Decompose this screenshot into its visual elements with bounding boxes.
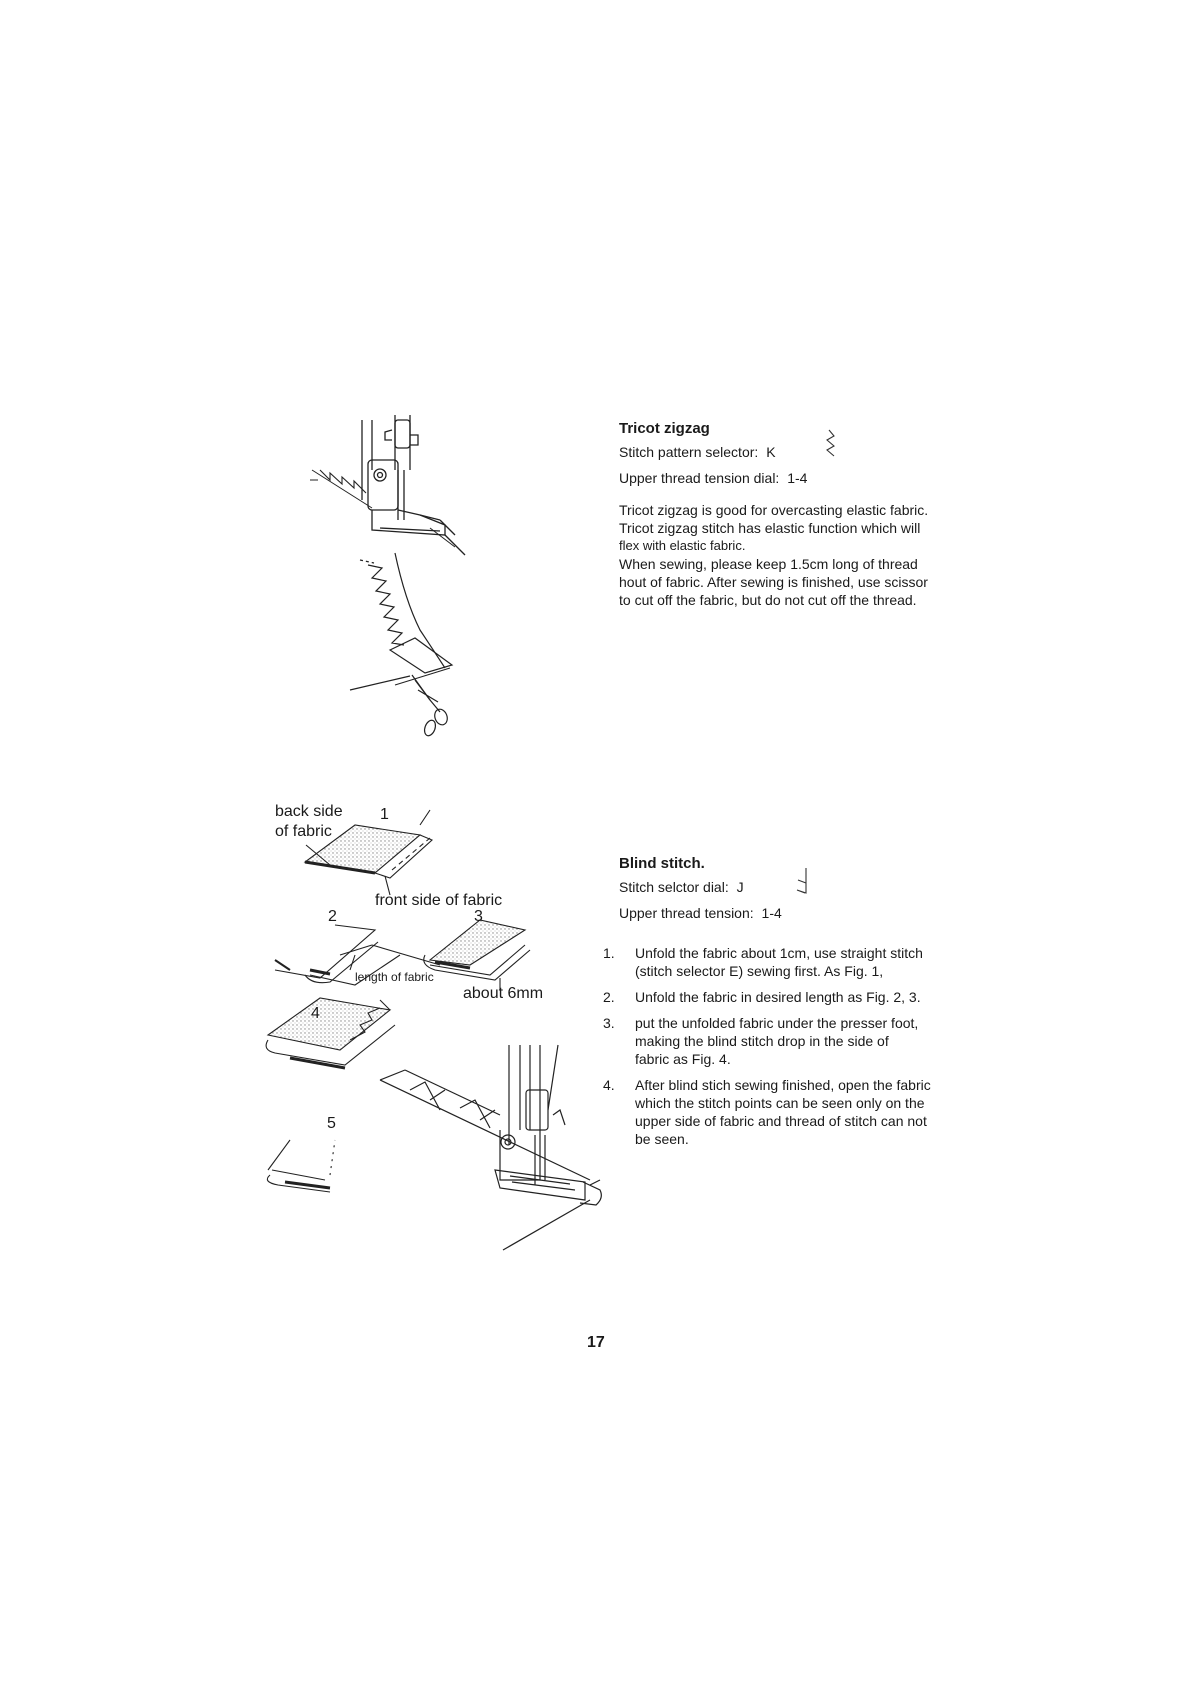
step-text: be seen. <box>635 1131 689 1147</box>
blind-section <box>603 855 989 1148</box>
tricot-tension-row <box>619 469 979 487</box>
step-number: 4. <box>603 1077 615 1093</box>
step-text: which the stitch points can be seen only on the <box>635 1095 925 1111</box>
tricot-para-line: Tricot zigzag is good for overcasting elastic fabric. <box>619 502 929 518</box>
tricot-selector-value: K <box>766 444 776 460</box>
step-number: 2. <box>603 989 615 1005</box>
tricot-title: Tricot zigzag <box>619 420 710 437</box>
step-text: making the blind stitch drop in the side of <box>635 1033 889 1049</box>
label-length-of-fabric: length of fabric <box>355 970 434 984</box>
label-fig-4: 4 <box>311 1005 320 1022</box>
label-back-side: back side <box>275 803 343 820</box>
tricot-selector-label: Stitch pattern selector: <box>619 444 759 460</box>
label-fig-3: 3 <box>474 908 483 925</box>
blind-steps <box>603 944 989 1148</box>
tricot-para-line: When sewing, please keep 1.5cm long of thread <box>619 556 918 572</box>
step-text: fabric as Fig. 4. <box>635 1051 731 1067</box>
label-of-fabric: of fabric <box>275 823 332 840</box>
blind-selector-value: J <box>736 879 744 895</box>
label-fig-1: 1 <box>380 806 389 823</box>
step-text: Unfold the fabric in desired length as Fig. 2, 3. <box>635 989 921 1005</box>
blind-title: Blind stitch. <box>619 855 705 872</box>
blind-step-2 <box>603 988 989 1006</box>
blind-step-3 <box>603 1014 989 1068</box>
step-text: After blind stich sewing finished, open the fabric <box>635 1077 931 1093</box>
tricot-para-line: flex with elastic fabric. <box>619 538 746 553</box>
blind-step-4 <box>603 1076 989 1148</box>
step-text: Unfold the fabric about 1cm, use straight stitch <box>635 945 923 961</box>
tricot-tension-value: 1-4 <box>787 470 808 486</box>
blind-fig-4 <box>266 998 395 1068</box>
step-number: 3. <box>603 1015 615 1031</box>
blind-tension-label: Upper thread tension: <box>619 905 754 921</box>
tricot-tension-label: Upper thread tension dial: <box>619 470 780 486</box>
blind-tension-row <box>619 904 989 922</box>
step-text: put the unfolded fabric under the presser foot, <box>635 1015 919 1031</box>
label-fig-5: 5 <box>327 1115 336 1132</box>
tricot-section <box>619 420 979 609</box>
blind-step-1 <box>603 944 989 980</box>
blind-fig-5 <box>267 1140 335 1192</box>
label-about-6mm: about 6mm <box>463 985 544 1002</box>
label-front-side: front side of fabric <box>375 892 503 909</box>
blind-selector-row <box>619 878 989 896</box>
label-fig-2: 2 <box>328 908 337 925</box>
tricot-presser-foot-figure <box>310 415 465 555</box>
tricot-para-line: hout of fabric. After sewing is finished, use scissor <box>619 574 928 590</box>
tricot-para-line: to cut off the fabric, but do not cut off the thread. <box>619 592 917 608</box>
tricot-para-line: Tricot zigzag stitch has elastic function which will <box>619 520 921 536</box>
tricot-description <box>619 501 979 609</box>
tricot-selector-row <box>619 443 979 461</box>
blind-selector-label: Stitch selctor dial: <box>619 879 729 895</box>
step-text: upper side of fabric and thread of stitch can not <box>635 1113 927 1129</box>
step-number: 1. <box>603 945 615 961</box>
tricot-cut-figure <box>350 553 452 737</box>
page-number: 17 <box>587 1334 605 1351</box>
step-text: (stitch selector E) sewing first. As Fig. 1, <box>635 963 884 979</box>
blind-presser-foot-figure <box>380 1045 601 1250</box>
blind-tension-value: 1-4 <box>761 905 782 921</box>
